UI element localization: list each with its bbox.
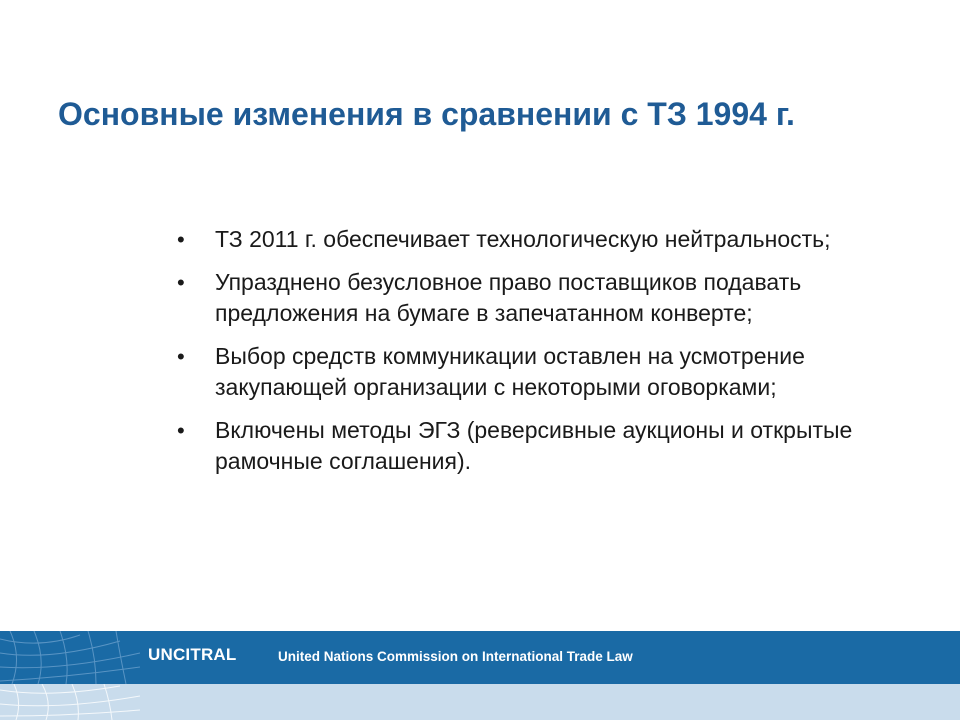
footer-bar: [0, 631, 960, 684]
globe-lines-icon: [0, 631, 140, 684]
slide-title: Основные изменения в сравнении с ТЗ 1994 г.: [58, 96, 795, 132]
list-item: [177, 267, 867, 329]
list-item: [177, 415, 867, 477]
bullet-marker: •: [177, 344, 185, 369]
list-item: [177, 224, 867, 255]
bullet-list: [177, 224, 867, 489]
list-item: [177, 341, 867, 403]
bullet-text: Включены методы ЭГЗ (реверсивные аукционы и открытые рамочные соглашения).: [215, 417, 853, 474]
bullet-text: ТЗ 2011 г. обеспечивает технологическую нейтральность;: [215, 226, 831, 252]
bottom-band: [0, 684, 960, 720]
bullet-marker: •: [177, 418, 185, 443]
footer-subtitle: United Nations Commission on International Trade Law: [278, 649, 633, 664]
bullet-text: Упразднено безусловное право поставщиков подавать предложения на бумаге в запечатанном конверте;: [215, 269, 802, 326]
globe-lines-icon: [0, 684, 140, 720]
bullet-text: Выбор средств коммуникации оставлен на усмотрение закупающей организации с некоторыми оговорками;: [215, 343, 805, 400]
bullet-marker: •: [177, 227, 185, 252]
bullet-marker: •: [177, 270, 185, 295]
footer-brand: UNCITRAL: [148, 645, 237, 664]
